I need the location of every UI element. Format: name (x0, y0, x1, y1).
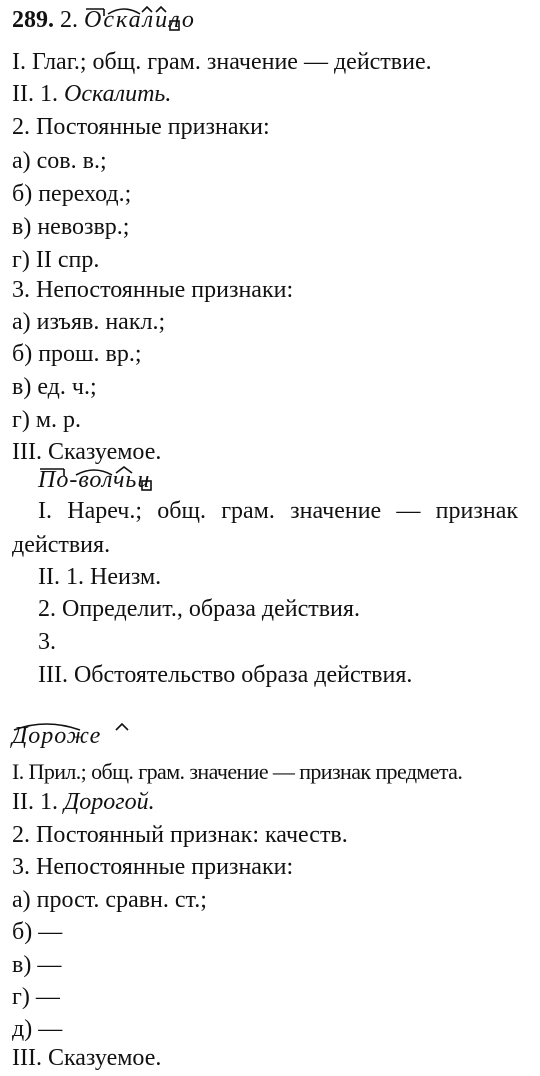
s1-line: б) переход.; (12, 181, 132, 207)
s2-line: II. 1. Неизм. (38, 564, 162, 590)
s2-line: I. Нареч.; общ. грам. значение — признак (38, 498, 518, 524)
s1-line: а) изъяв. накл.; (12, 309, 166, 335)
word-oskalilo: Оскалило (84, 7, 196, 33)
section2-word (38, 466, 150, 494)
s1-line: в) ед. ч.; (12, 374, 97, 400)
suffix-mark (116, 467, 132, 473)
s1-line: а) сов. в.; (12, 148, 107, 174)
word-dorozhe: Дороже (12, 723, 102, 749)
s3-line: б) — (12, 919, 63, 945)
root-arc (76, 470, 112, 475)
s3-line: г) — (12, 984, 60, 1010)
morpheme-marks (12, 722, 152, 752)
s3-line: 3. Непостоянные признаки: (12, 854, 294, 880)
s1-line: I. Глаг.; общ. грам. значение — действие. (12, 49, 432, 75)
exercise-item: 2. (60, 7, 78, 33)
s1-line: III. Сказуемое. (12, 439, 162, 465)
s2-line: 2. Определит., образа действия. (38, 596, 360, 622)
s3-line-initial-form: II. 1. Дорогой. (12, 789, 155, 815)
s1-line: в) невозвр.; (12, 214, 130, 240)
root-arc (14, 724, 80, 730)
s3-line: I. Прил.; общ. грам. значение — признак предмета. (12, 759, 463, 784)
root-arc (108, 9, 140, 14)
morpheme-marks (38, 466, 188, 496)
ending-box (142, 481, 151, 490)
s1-line-initial-form: II. 1. Оскалить. (12, 81, 172, 107)
s2-line: действия. (12, 532, 111, 558)
s3-line: а) прост. сравн. ст.; (12, 887, 207, 913)
word-po-volchi: По-волчьи (38, 467, 151, 493)
s3-line: в) — (12, 952, 62, 978)
s1-line: б) прош. вр.; (12, 341, 142, 367)
ending-box (170, 21, 179, 30)
morpheme-parsed-word (84, 6, 196, 34)
initial-form: Дорогой. (63, 789, 155, 815)
s1-line: 2. Постоянные признаки: (12, 114, 270, 140)
s3-line: 2. Постоянный признак: качеств. (12, 822, 348, 848)
initial-form: Оскалить. (63, 81, 172, 107)
s3-line: д) — (12, 1016, 63, 1042)
exercise-header (12, 6, 196, 34)
morpheme-parsed-word (12, 722, 101, 750)
suffix-mark (116, 724, 128, 730)
s1-line: г) м. р. (12, 407, 82, 433)
section3-word (12, 722, 101, 750)
s1-line: 3. Непостоянные признаки: (12, 277, 294, 303)
suffix-mark (156, 7, 166, 12)
exercise-number: 289. (12, 7, 54, 33)
morpheme-marks (84, 6, 224, 36)
s2-line: 3. (38, 629, 56, 655)
suffix-mark (142, 7, 152, 12)
s1-line: г) II спр. (12, 247, 100, 273)
s2-line: III. Обстоятельство образа действия. (38, 662, 413, 688)
s3-line: III. Сказуемое. (12, 1045, 162, 1071)
morpheme-parsed-word (38, 466, 150, 494)
